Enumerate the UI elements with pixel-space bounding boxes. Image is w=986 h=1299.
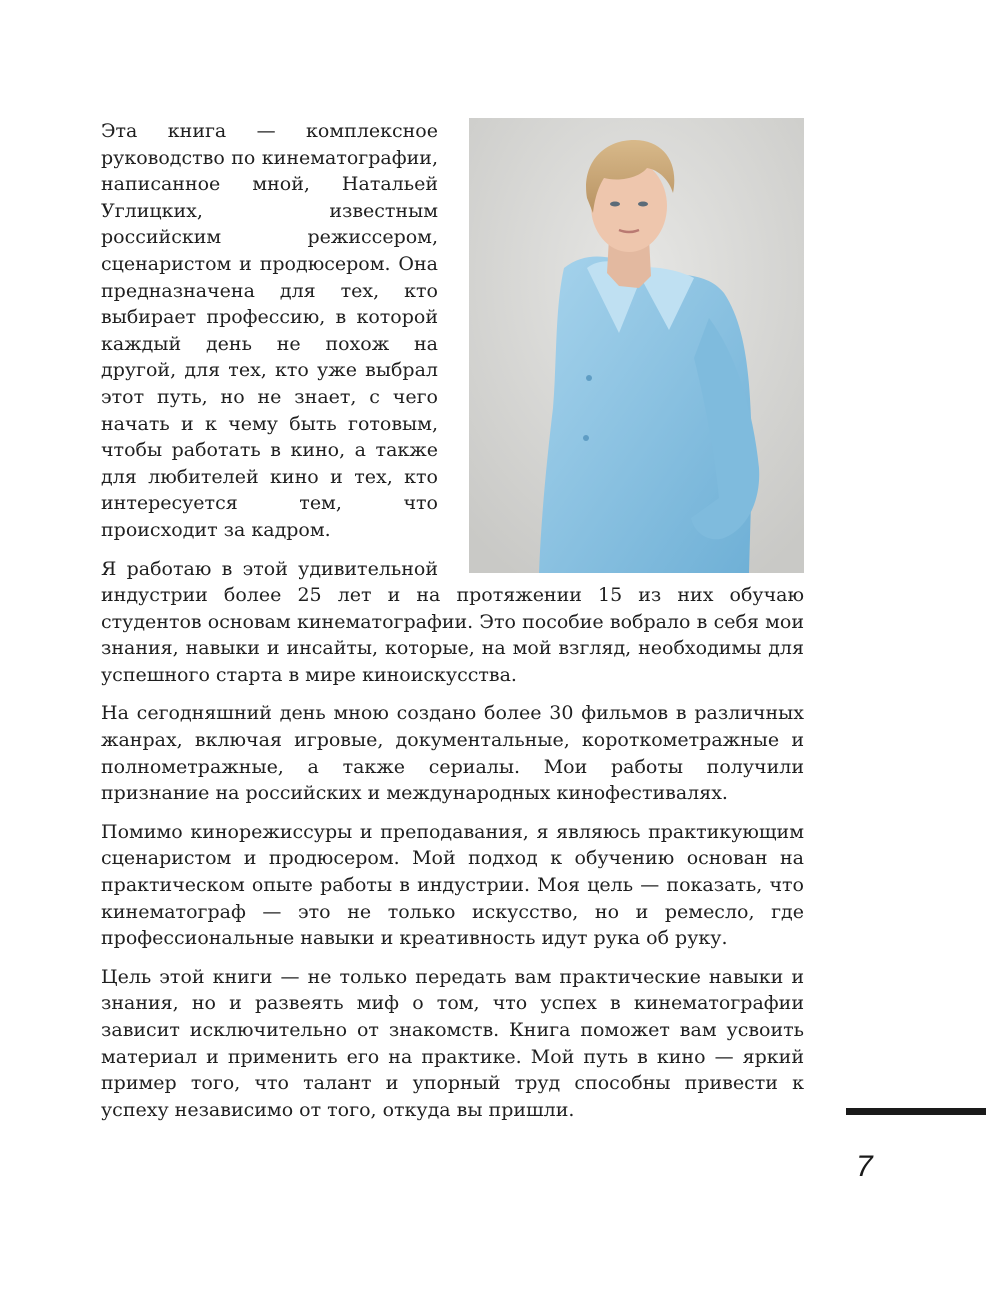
paragraph-intro: Эта книга — комплексное руководство по кинематографии, написанное мной, Натальей Углицких, известным российским режиссером, сценаристом и продюсером. Она предназначена для тех, кто выбирает профессию, в которой каждый день не похож на другой, для тех, кто уже выбрал этот путь, но не знает, с чего начать и к чему быть готовым, чтобы работать в кино, а также для любителей кино и тех, кто интересуется тем, что происходит за кадром. — [101, 120, 438, 541]
paragraph-experience: Я работаю в этой удивительной индустрии более 25 лет и на протяжении 15 из них обучаю студентов основам кинематографии. Это пособие вобрало в себя мои знания, навыки и инсайты, которые, на мой взгляд, необходимы для успешного старта в мире киноискусства. — [101, 557, 804, 686]
paragraph-filmography: На сегодняшний день мною создано более 30 фильмов в различных жанрах, включая игровые, документальные, короткометражные и полнометражные, а также сериалы. Мои работы получили признание на российских и международных кинофестивалях. — [101, 702, 804, 805]
author-photo — [469, 118, 804, 573]
author-portrait-illustration — [469, 118, 804, 573]
page-number: 7 — [856, 1150, 873, 1183]
paragraph-goal: Цель этой книги — не только передать вам практические навыки и знания, но и развеять миф о том, что успех в кинематографии зависит исключительно от знакомств. Книга поможет вам усвоить материал и применить его на практике. Мой путь в кино — яркий пример того, что талант и упорный труд способны привести к успеху независимо от того, откуда вы пришли. — [101, 965, 804, 1121]
paragraph-approach: Помимо кинорежиссуры и преподавания, я являюсь практикующим сценаристом и продюсером. Мой подход к обучению основан на практическом опыте работы в индустрии. Моя цель — показать, что кинематограф — это не только искусство, но и ремесло, где профессиональные навыки и креативность идут рука об руку. — [101, 820, 804, 950]
page-number-rule — [846, 1108, 986, 1115]
text-column — [101, 118, 804, 1135]
